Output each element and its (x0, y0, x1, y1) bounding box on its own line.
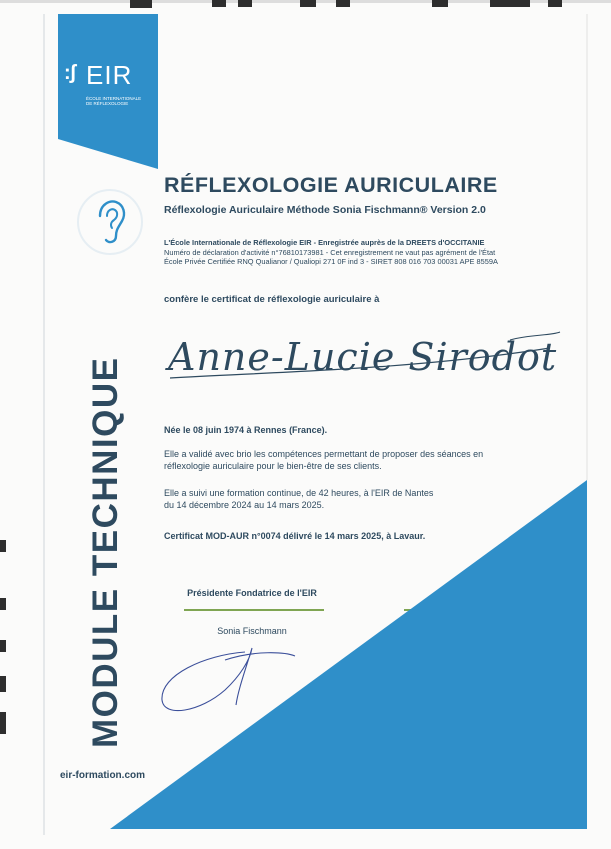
paragraph-formation-line-2: du 14 décembre 2024 au 14 mars 2025. (164, 500, 325, 510)
logo-text: EIR (86, 60, 133, 90)
school-line-3: École Privée Certifiée RNQ Qualianor / Qualiopi 271 0F ind 3 - SIRET 808 016 703 00031 APE 8559A (164, 257, 498, 266)
website-link[interactable]: eir-formation.com (60, 770, 146, 781)
paragraph-competences-line-1: Elle a validé avec brio les compétences permettant de proposer des séances en (164, 449, 484, 459)
school-line-2: Numéro de déclaration d'activité n°76810173981 - Cet enregistrement ne vaut pas agrément de l'État (164, 247, 496, 257)
school-line-1: L'École Internationale de Réflexologie EIR - Enregistrée auprès de la DREETS d'OCCITANIE (164, 238, 485, 247)
paragraph-competences-line-2: réflexologie auriculaire pour le bien-être de ses clients. (164, 461, 382, 471)
certificate-subtitle: Réflexologie Auriculaire Méthode Sonia Fischmann® Version 2.0 (164, 204, 486, 216)
birth-info: Née le 08 juin 1974 à Rennes (France). (164, 425, 328, 435)
logo-subtitle: ÉCOLE INTERNATIONALE DE RÉFLEXOLOGIE (86, 96, 142, 106)
left-signature-title: Présidente Fondatrice de l'EIR (187, 588, 317, 598)
paragraph-formation-line-1: Elle a suivi une formation continue, de 42 heures, à l'EIR de Nantes (164, 488, 434, 498)
recipient-name: Anne-Lucie Sirodot (168, 335, 558, 379)
logo-mark-icon: :ʃ (64, 62, 76, 84)
certificate-number: Certificat MOD-AUR n°0074 délivré le 14 mars 2025, à Lavaur. (164, 531, 426, 541)
left-signature-name: Sonia Fischmann (217, 626, 287, 636)
certificate-title: RÉFLEXOLOGIE AURICULAIRE (164, 173, 498, 197)
vertical-module-title: MODULE TECHNIQUE (86, 356, 125, 748)
confere-text: confère le certificat de réflexologie auriculaire à (164, 294, 380, 305)
